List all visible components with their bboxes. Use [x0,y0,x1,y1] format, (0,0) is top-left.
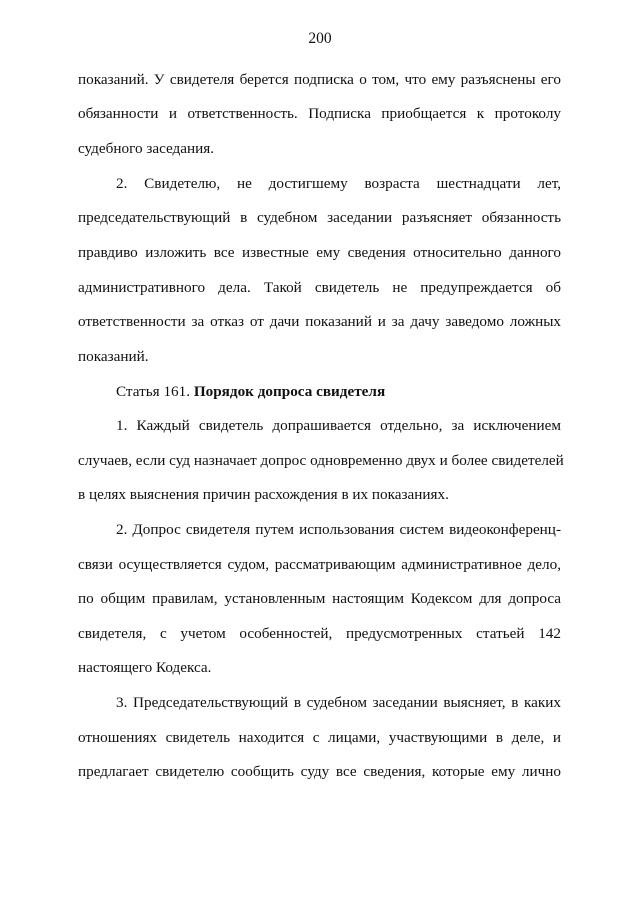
text-line: 1. Каждый свидетель допрашивается отдельно, за исключением [116,417,561,434]
text-line: административного дела. Такой свидетель не предупреждается об [78,279,561,296]
text-line: по общим правилам, установленным настоящим Кодексом для допроса [78,590,561,607]
article-title: Порядок допроса свидетеля [193,383,386,400]
article-heading [116,382,561,402]
text-line: судебного заседания. [78,140,215,157]
text-line: предлагает свидетелю сообщить суду все сведения, которые ему лично [78,763,561,780]
text-line: обязанности и ответственность. Подписка приобщается к протоколу [78,105,561,122]
text-line: правдиво изложить все известные ему сведения относительно данного [78,244,561,261]
text-line: в целях выяснения причин расхождения в их показаниях. [78,486,449,503]
text-line: случаев, если суд назначает допрос одновременно двух и более свидетелей [78,452,564,469]
article-number: Статья 161. [116,383,194,400]
text-line: ответственности за отказ от дачи показаний и за дачу заведомо ложных [78,313,561,330]
text-line: свидетеля, с учетом особенностей, предусмотренных статьей 142 [78,625,561,642]
text-line: связи осуществляется судом, рассматривающим административное дело, [78,556,561,573]
text-line: показаний. [78,348,149,365]
text-line: показаний. У свидетеля берется подписка о том, что ему разъяснены его [78,71,561,88]
page-number: 200 [308,30,332,47]
text-line: отношениях свидетель находится с лицами, участвующими в деле, и [78,729,561,746]
text-line: настоящего Кодекса. [78,659,212,676]
text-line: 2. Свидетелю, не достигшему возраста шестнадцати лет, [116,175,561,192]
text-line: 3. Председательствующий в судебном заседании выясняет, в каких [116,694,561,711]
text-line: 2. Допрос свидетеля путем использования систем видеоконференц- [116,521,561,538]
text-line: председательствующий в судебном заседании разъясняет обязанность [78,209,561,226]
